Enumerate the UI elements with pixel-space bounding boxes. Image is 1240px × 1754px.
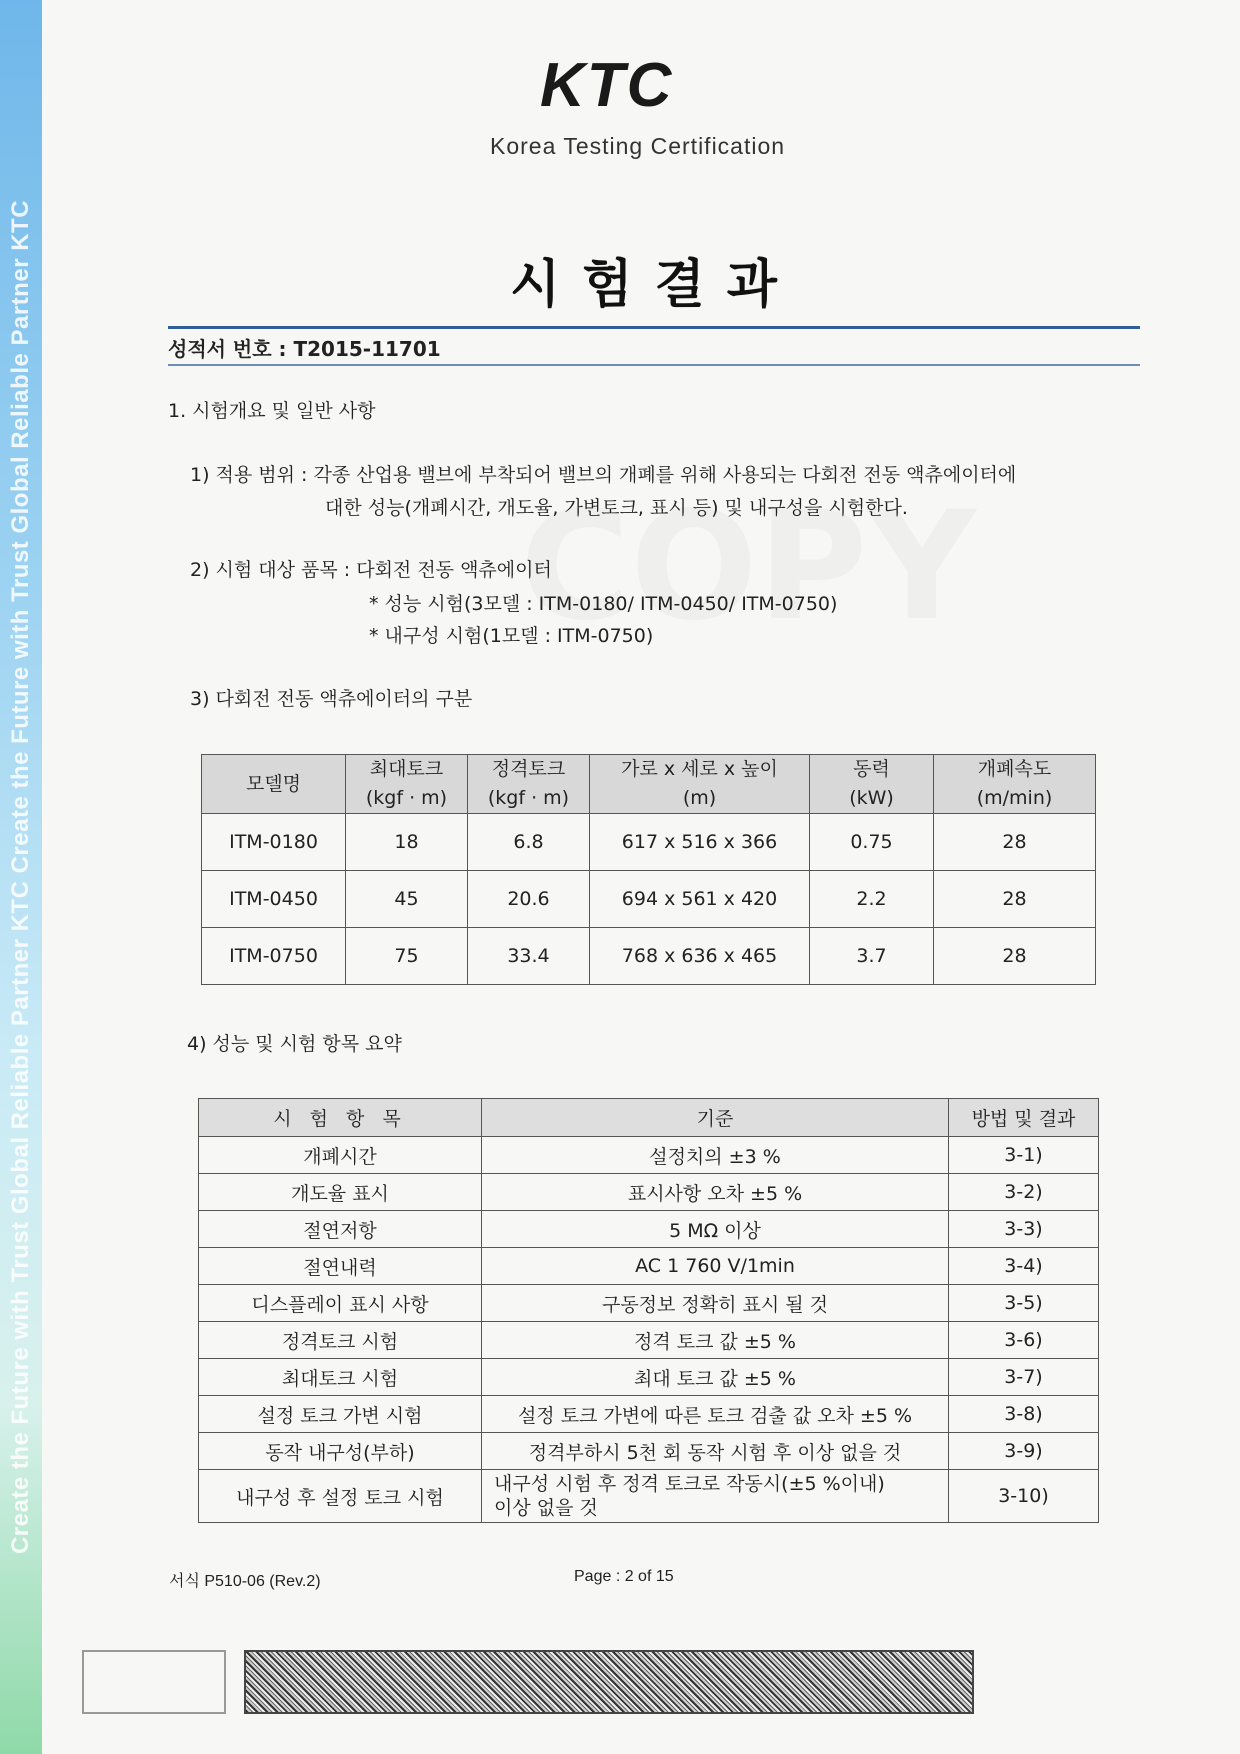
table-cell: 개폐시간 <box>199 1137 482 1174</box>
classification-heading: 3) 다회전 전동 액츄에이터의 구분 <box>190 688 473 710</box>
sidebar-slogan: Create the Future with Trust Global Reliable Partner KTC Create the Future with Trust Global Reliable Partner KTC <box>7 199 34 1555</box>
table-cell <box>482 1470 949 1523</box>
table-row <box>199 1396 1099 1433</box>
table-cell: ITM-0180 <box>202 814 346 871</box>
table-row <box>202 814 1096 871</box>
table-cell: AC 1 760 V/1min <box>482 1248 949 1285</box>
table-cell: 3-1) <box>949 1137 1099 1174</box>
table-cell: 절연저항 <box>199 1211 482 1248</box>
table-cell: 최대토크 시험 <box>199 1359 482 1396</box>
col-header: 동력 (kW) <box>810 755 934 814</box>
table-cell: 설정치의 ±3 % <box>482 1137 949 1174</box>
table-cell: 0.75 <box>810 814 934 871</box>
table-cell: 6.8 <box>468 814 590 871</box>
table-cell: 20.6 <box>468 871 590 928</box>
table-cell: 18 <box>346 814 468 871</box>
table-cell: 3-9) <box>949 1433 1099 1470</box>
ktc-logo: KTC <box>540 51 674 120</box>
table-header-row <box>199 1099 1099 1137</box>
logo-subtitle: Korea Testing Certification <box>490 133 786 159</box>
table-cell: 5 MΩ 이상 <box>482 1211 949 1248</box>
col-header: 모델명 <box>202 755 346 814</box>
col-header: 기준 <box>482 1099 949 1137</box>
table-cell: 3-3) <box>949 1211 1099 1248</box>
divider-top <box>168 326 1140 329</box>
page-title: 시험결과 <box>510 255 799 315</box>
col-header: 최대토크 (kgf · m) <box>346 755 468 814</box>
table-cell: 45 <box>346 871 468 928</box>
table-cell: 2.2 <box>810 871 934 928</box>
table-cell: 구동정보 정확히 표시 될 것 <box>482 1285 949 1322</box>
table-row <box>199 1211 1099 1248</box>
scope-line1: 1) 적용 범위 : 각종 산업용 밸브에 부착되어 밸브의 개폐를 위해 사용되는 다회전 전동 액츄에이터에 <box>190 464 1017 486</box>
table-cell: 설정 토크 가변 시험 <box>199 1396 482 1433</box>
table-row <box>199 1433 1099 1470</box>
page-number: Page : 2 of 15 <box>574 1568 674 1585</box>
table-cell: 28 <box>934 928 1096 985</box>
model-spec-table <box>201 754 1096 985</box>
cell-line: 이상 없을 것 <box>494 1497 598 1519</box>
col-header: 정격토크 (kgf · m) <box>468 755 590 814</box>
table-cell: 33.4 <box>468 928 590 985</box>
table-cell: 28 <box>934 814 1096 871</box>
form-number: 서식 P510-06 (Rev.2) <box>169 1573 321 1590</box>
table-cell: 디스플레이 표시 사항 <box>199 1285 482 1322</box>
table-cell: 동작 내구성(부하) <box>199 1433 482 1470</box>
col-header: 가로 x 세로 x 높이 (m) <box>590 755 810 814</box>
table-cell: 개도율 표시 <box>199 1174 482 1211</box>
col-header: 시 험 항 목 <box>199 1099 482 1137</box>
table-cell: 정격 토크 값 ±5 % <box>482 1322 949 1359</box>
target-item: 2) 시험 대상 품목 : 다회전 전동 액츄에이터 <box>190 559 552 581</box>
table-row <box>199 1359 1099 1396</box>
table-cell: 최대 토크 값 ±5 % <box>482 1359 949 1396</box>
cell-line: 내구성 시험 후 정격 토크로 작동시(±5 %이내) <box>494 1473 885 1495</box>
divider-bottom <box>168 364 1140 366</box>
table-row <box>199 1174 1099 1211</box>
table-cell: 75 <box>346 928 468 985</box>
table-cell: 3-2) <box>949 1174 1099 1211</box>
table-cell: 617 x 516 x 366 <box>590 814 810 871</box>
table-cell: 768 x 636 x 465 <box>590 928 810 985</box>
col-header: 방법 및 결과 <box>949 1099 1099 1137</box>
table-cell: 3-5) <box>949 1285 1099 1322</box>
table-cell: 정격부하시 5천 회 동작 시험 후 이상 없을 것 <box>482 1433 949 1470</box>
table-row <box>199 1248 1099 1285</box>
sidebar-banner <box>0 0 42 1754</box>
table-cell: ITM-0750 <box>202 928 346 985</box>
table-cell: 3-10) <box>949 1470 1099 1523</box>
table-cell: 694 x 561 x 420 <box>590 871 810 928</box>
table-cell: 28 <box>934 871 1096 928</box>
table-row <box>199 1470 1099 1523</box>
table-cell: ITM-0450 <box>202 871 346 928</box>
section-heading: 1. 시험개요 및 일반 사항 <box>168 400 376 422</box>
security-barcode <box>244 1650 974 1714</box>
table-row <box>199 1137 1099 1174</box>
qr-code <box>82 1650 226 1714</box>
table-cell: 정격토크 시험 <box>199 1322 482 1359</box>
table-cell: 3.7 <box>810 928 934 985</box>
target-sub2: * 내구성 시험(1모델 : ITM-0750) <box>369 625 654 647</box>
table-row <box>202 871 1096 928</box>
table-cell: 표시사항 오차 ±5 % <box>482 1174 949 1211</box>
table-header-row <box>202 755 1096 814</box>
report-number: 성적서 번호 : T2015-11701 <box>168 337 441 361</box>
table-cell: 절연내력 <box>199 1248 482 1285</box>
table-cell: 3-7) <box>949 1359 1099 1396</box>
test-summary-table <box>198 1098 1099 1523</box>
table-cell: 내구성 후 설정 토크 시험 <box>199 1470 482 1523</box>
table-cell: 설정 토크 가변에 따른 토크 검출 값 오차 ±5 % <box>482 1396 949 1433</box>
table-row <box>199 1285 1099 1322</box>
table-row <box>202 928 1096 985</box>
target-sub1: * 성능 시험(3모델 : ITM-0180/ ITM-0450/ ITM-0750) <box>369 593 838 615</box>
table-cell: 3-6) <box>949 1322 1099 1359</box>
col-header: 개폐속도 (m/min) <box>934 755 1096 814</box>
scope-line2: 대한 성능(개폐시간, 개도율, 가변토크, 표시 등) 및 내구성을 시험한다. <box>325 497 908 519</box>
table-row <box>199 1322 1099 1359</box>
table-cell: 3-4) <box>949 1248 1099 1285</box>
table-cell: 3-8) <box>949 1396 1099 1433</box>
summary-heading: 4) 성능 및 시험 항목 요약 <box>187 1033 402 1055</box>
